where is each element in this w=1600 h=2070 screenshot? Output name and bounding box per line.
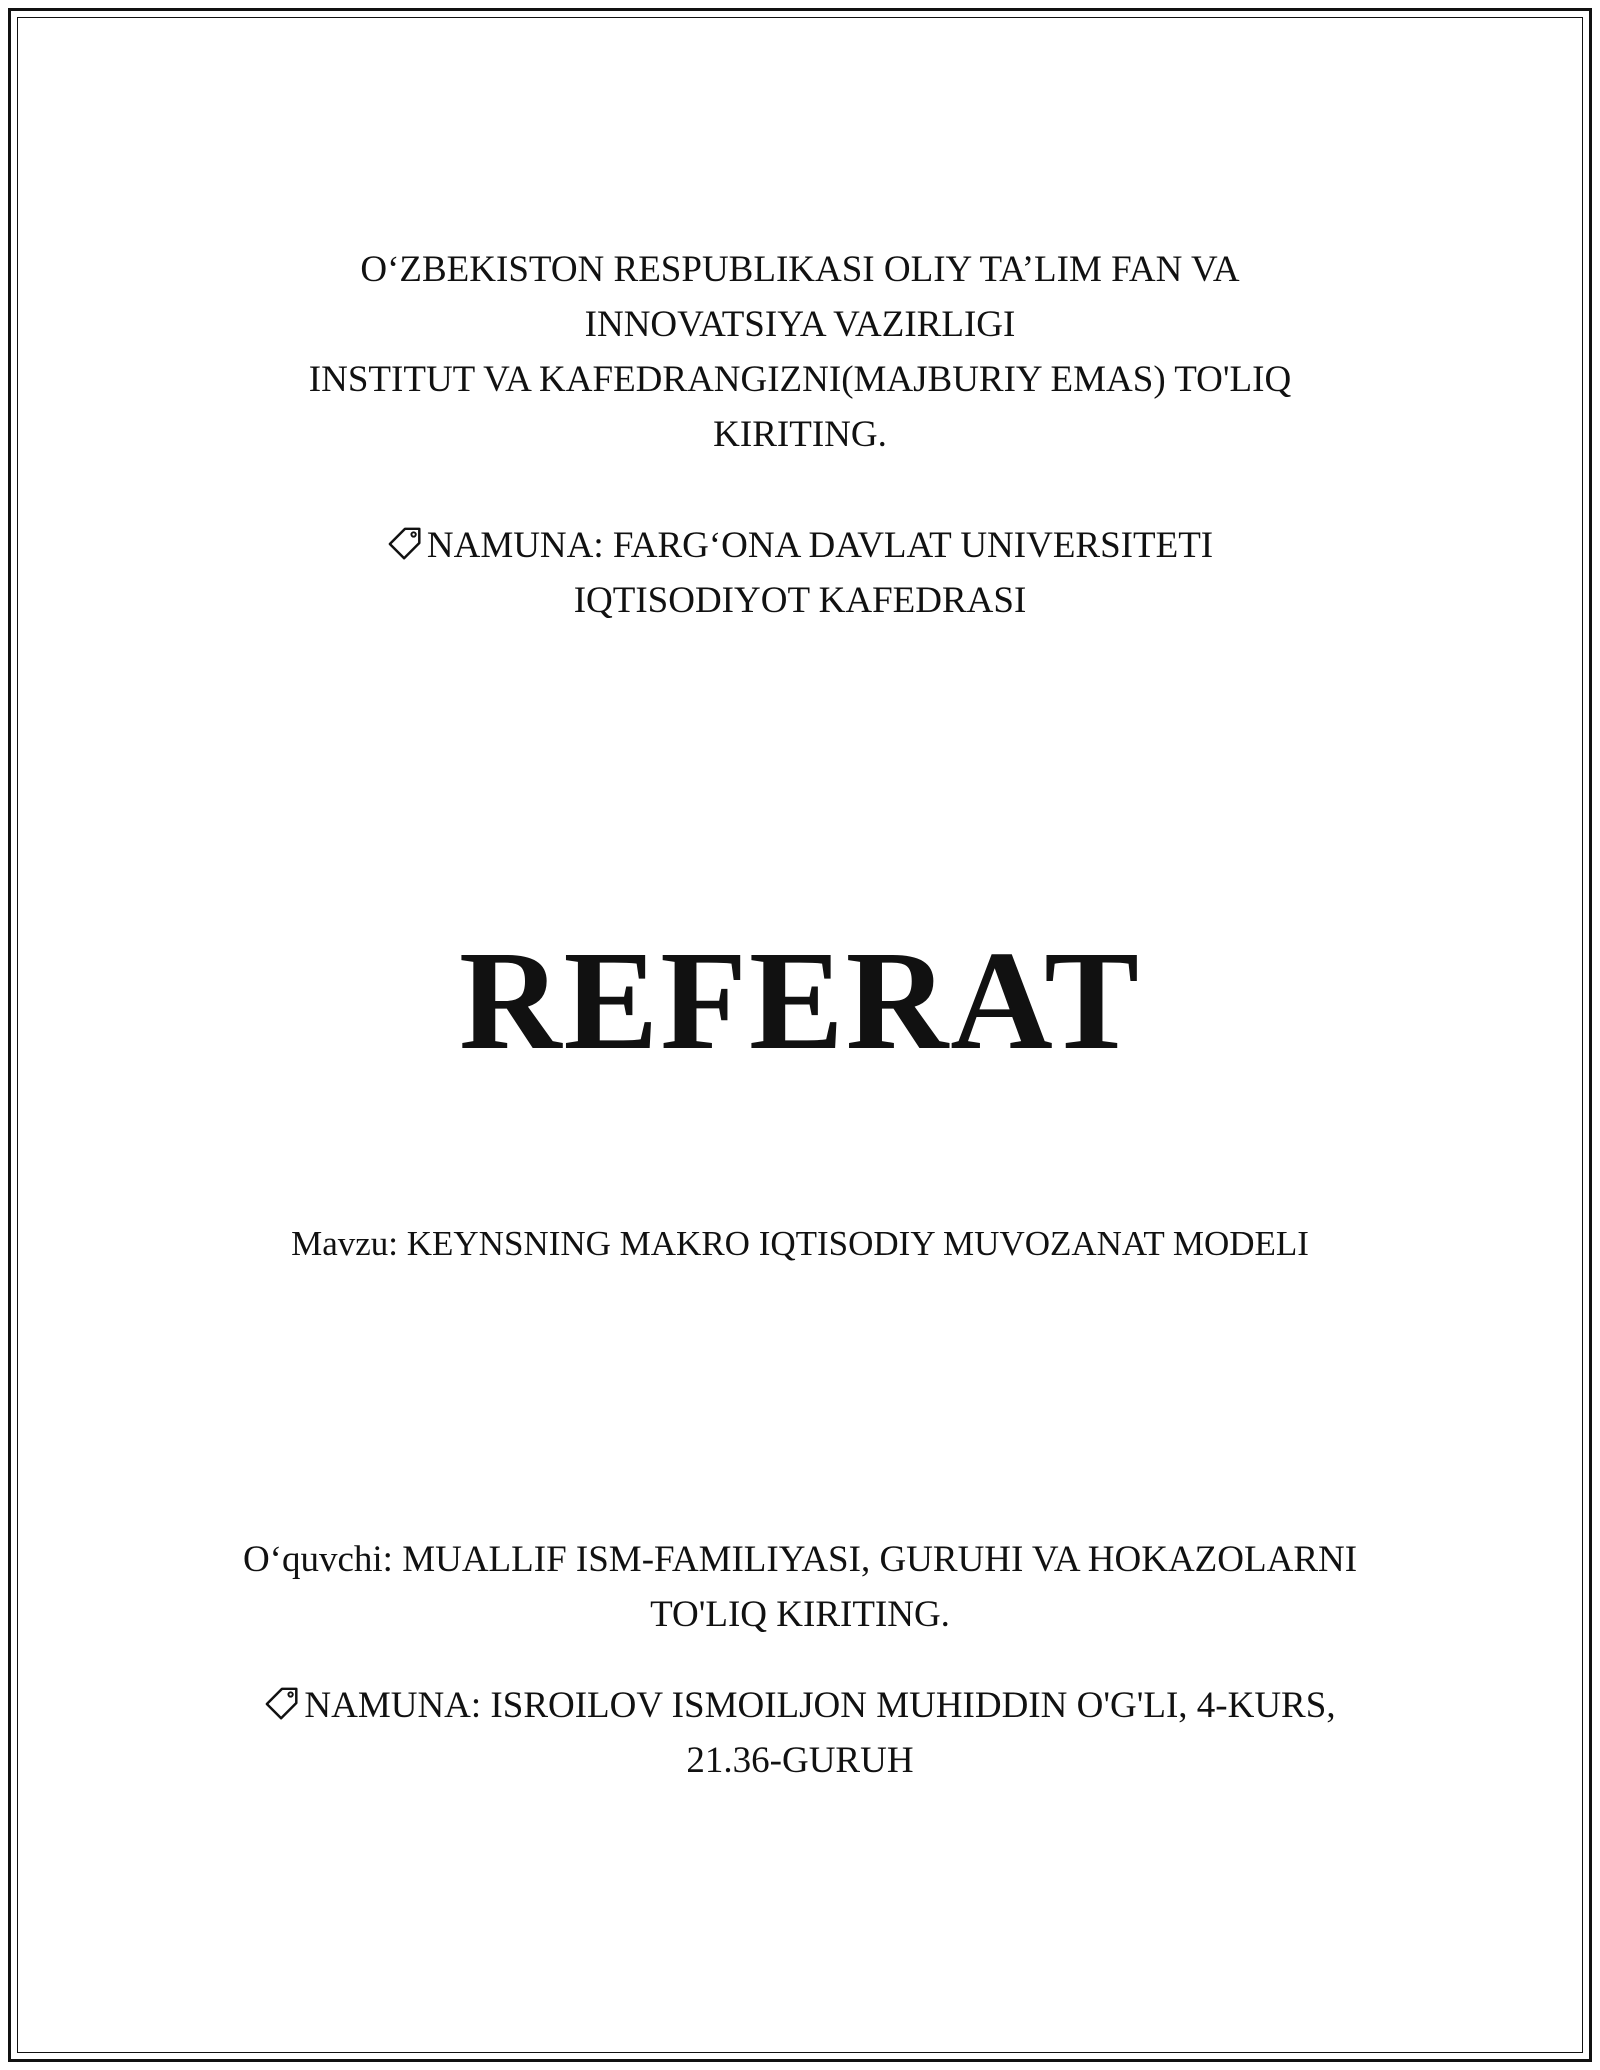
institute-example bbox=[0, 518, 1600, 628]
institute-example-text-1: NAMUNA: FARG‘ONA DAVLAT UNIVERSITETI bbox=[426, 525, 1214, 566]
institute-instruction-line-2: KIRITING. bbox=[713, 414, 887, 455]
student-line-1: O‘quvchi: MUALLIF ISM-FAMILIYASI, GURUHI VA HOKAZOLARNI bbox=[242, 1539, 1358, 1580]
ministry-line-2: INNOVATSIYA VAZIRLIGI bbox=[584, 304, 1016, 345]
topic-line: Mavzu: KEYNSNING MAKRO IQTISODIY MUVOZANAT MODELI bbox=[291, 1224, 1309, 1263]
institute-instruction-line-1: INSTITUT VA KAFEDRANGIZNI(MAJBURIY EMAS) TO'LIQ bbox=[308, 359, 1292, 400]
tag-icon bbox=[264, 1685, 302, 1723]
tag-icon bbox=[387, 525, 425, 563]
student-example-text-1: NAMUNA: ISROILOV ISMOILJON MUHIDDIN O'G'LI, 4-KURS, bbox=[304, 1685, 1336, 1726]
student-instruction bbox=[0, 1532, 1600, 1642]
institute-example-line-1 bbox=[0, 518, 1600, 573]
student-example bbox=[0, 1678, 1600, 1788]
document-title: REFERAT bbox=[459, 921, 1141, 1079]
student-example-line-2: 21.36-GURUH bbox=[686, 1740, 914, 1781]
ministry-header bbox=[0, 242, 1600, 462]
student-line-2: TO'LIQ KIRITING. bbox=[650, 1594, 950, 1635]
institute-example-line-2: IQTISODIYOT KAFEDRASI bbox=[573, 580, 1027, 621]
student-example-line-1 bbox=[0, 1678, 1600, 1733]
ministry-line-1: O‘ZBEKISTON RESPUBLIKASI OLIY TA’LIM FAN VA bbox=[360, 249, 1240, 290]
